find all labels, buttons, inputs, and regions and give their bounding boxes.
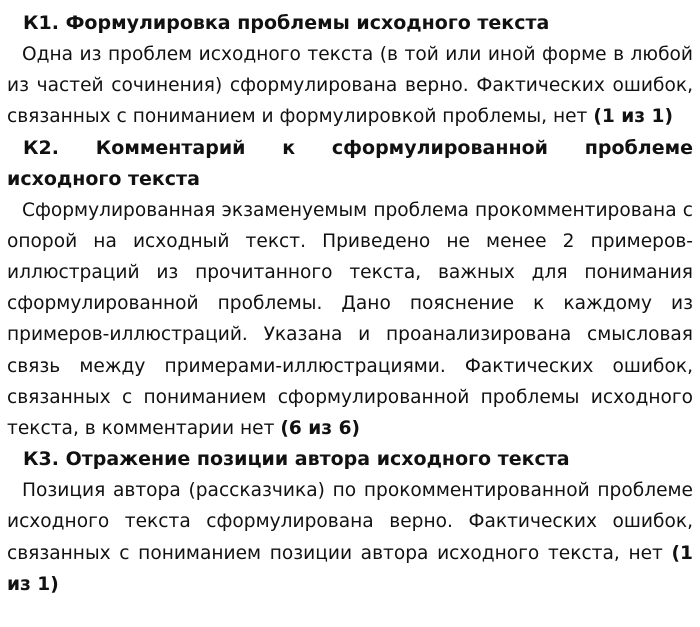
section-k3 <box>7 444 693 600</box>
section-score: (1 из 1) <box>7 542 693 595</box>
section-heading: К1. Формулировка проблемы исходного текста <box>23 12 550 34</box>
section-body <box>7 475 693 600</box>
section-body <box>7 39 693 133</box>
section-score: (6 из 6) <box>280 418 361 440</box>
section-score: (1 из 1) <box>593 106 673 128</box>
section-text: Одна из проблем исходного текста (в той или иной форме в любой из частей сочинения) сформулирована верно. Фактических ошибок, связанных с пониманием и формулировкой проблемы, нет <box>7 44 693 128</box>
section-heading: К3. Отражение позиции автора исходного текста <box>23 448 570 471</box>
section-k2 <box>7 133 693 445</box>
section-text: Сформулированная экзаменуемым проблема прокомментирована с опорой на исходный текст. Приведено не менее 2 примеров-иллюстраций из прочитанного текста, важных для понимания сформулированной проблемы. Дано пояснение к каждому из примеров-иллюстраций. Указана и проанализирована смысловая связь между примерами-иллюстрациями. Фактических ошибок, связанных с пониманием сформулированной проблемы исходного текста, в комментарии нет <box>7 199 693 440</box>
section-text: Позиция автора (рассказчика) по прокомментированной проблеме исходного текста сформулирована верно. Фактических ошибок, связанных с пониманием позиции автора исходного текста, нет <box>7 480 693 564</box>
section-body <box>7 195 693 445</box>
section-heading: К2. Комментарий к сформулированной проблеме исходного текста <box>7 136 693 190</box>
section-k1 <box>7 8 693 133</box>
